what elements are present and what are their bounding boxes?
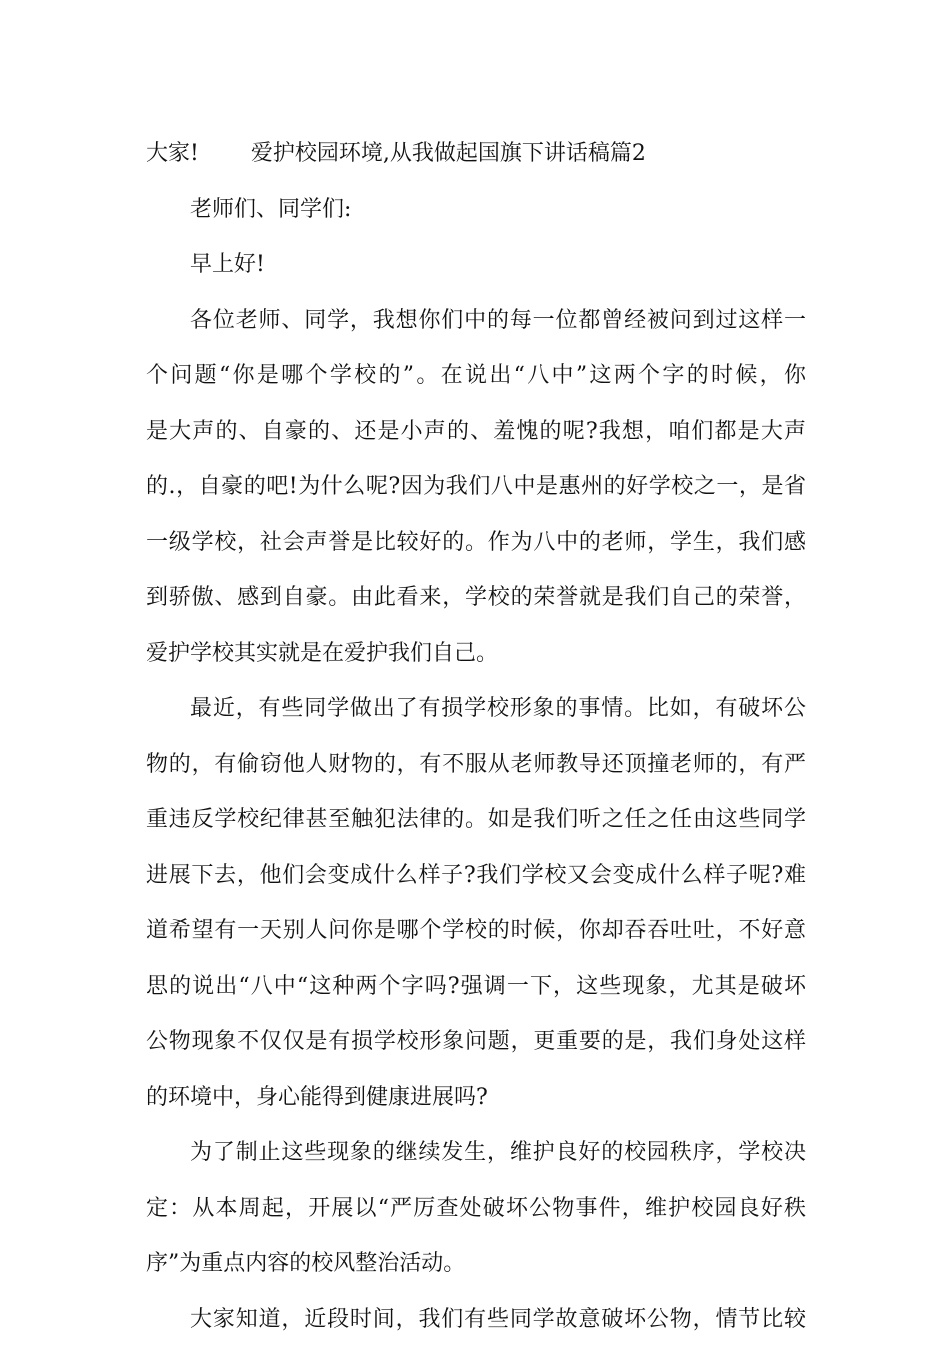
paragraph-1-line: 各位老师、同学，我想你们中的每一位都曾经被问到过这样一 (190, 307, 806, 333)
paragraph-1-line: 到骄傲、感到自豪。由此看来，学校的荣誉就是我们自己的荣誉， (146, 585, 806, 610)
paragraph-2-line: 进展下去，他们会变成什么样子?我们学校又会变成什么样子呢?难 (146, 862, 806, 888)
document-body (146, 132, 806, 1353)
paragraph-2-line: 公物现象不仅仅是有损学校形象问题，更重要的是，我们身处这样 (146, 1029, 806, 1054)
greeting: 早上好! (190, 252, 265, 277)
paragraph-1-line: 爱护学校其实就是在爱护我们自己。 (146, 640, 499, 666)
paragraph-1-line: 的.，自豪的吧!为什么呢?因为我们八中是惠州的好学校之一，是省 (146, 474, 806, 499)
heading-title: 爱护校园环境,从我做起国旗下讲话稿篇2 (250, 141, 646, 166)
heading-line (146, 132, 806, 176)
paragraph-2-line: 思的说出“八中“这种两个字吗?强调一下，这些现象，尤其是破坏 (146, 973, 806, 999)
paragraph-3-line: 为了制止这些现象的继续发生，维护良好的校园秩序，学校决 (190, 1140, 806, 1165)
paragraph-2-line: 重违反学校纪律甚至触犯法律的。如是我们听之任之任由这些同学 (146, 807, 806, 832)
paragraph-4-line: 大家知道，近段时间，我们有些同学故意破坏公物，情节比较 (190, 1306, 806, 1332)
paragraph-1-line: 一级学校，社会声誉是比较好的。作为八中的老师，学生，我们感 (146, 529, 806, 555)
heading-prefix: 大家! (146, 141, 199, 166)
salutation: 老师们、同学们: (190, 196, 352, 222)
paragraph-1-line: 个问题“你是哪个学校的”。在说出“八中”这两个字的时候，你 (146, 363, 806, 388)
paragraph-2-line: 最近，有些同学做出了有损学校形象的事情。比如，有破坏公 (190, 696, 806, 721)
paragraph-1-line: 是大声的、自豪的、还是小声的、羞愧的呢?我想，咱们都是大声 (146, 418, 806, 444)
paragraph-3-line: 定：从本周起，开展以“严厉查处破坏公物事件，维护校园良好秩 (146, 1195, 806, 1221)
paragraph-2-line: 物的，有偷窃他人财物的，有不服从老师教导还顶撞老师的，有严 (146, 751, 806, 777)
paragraph-2-line: 道希望有一天别人问你是哪个学校的时候，你却吞吞吐吐，不好意 (146, 918, 806, 943)
paragraph-2-line: 的环境中，身心能得到健康进展吗? (146, 1084, 488, 1110)
paragraph-3-line: 序”为重点内容的校风整治活动。 (146, 1251, 466, 1276)
